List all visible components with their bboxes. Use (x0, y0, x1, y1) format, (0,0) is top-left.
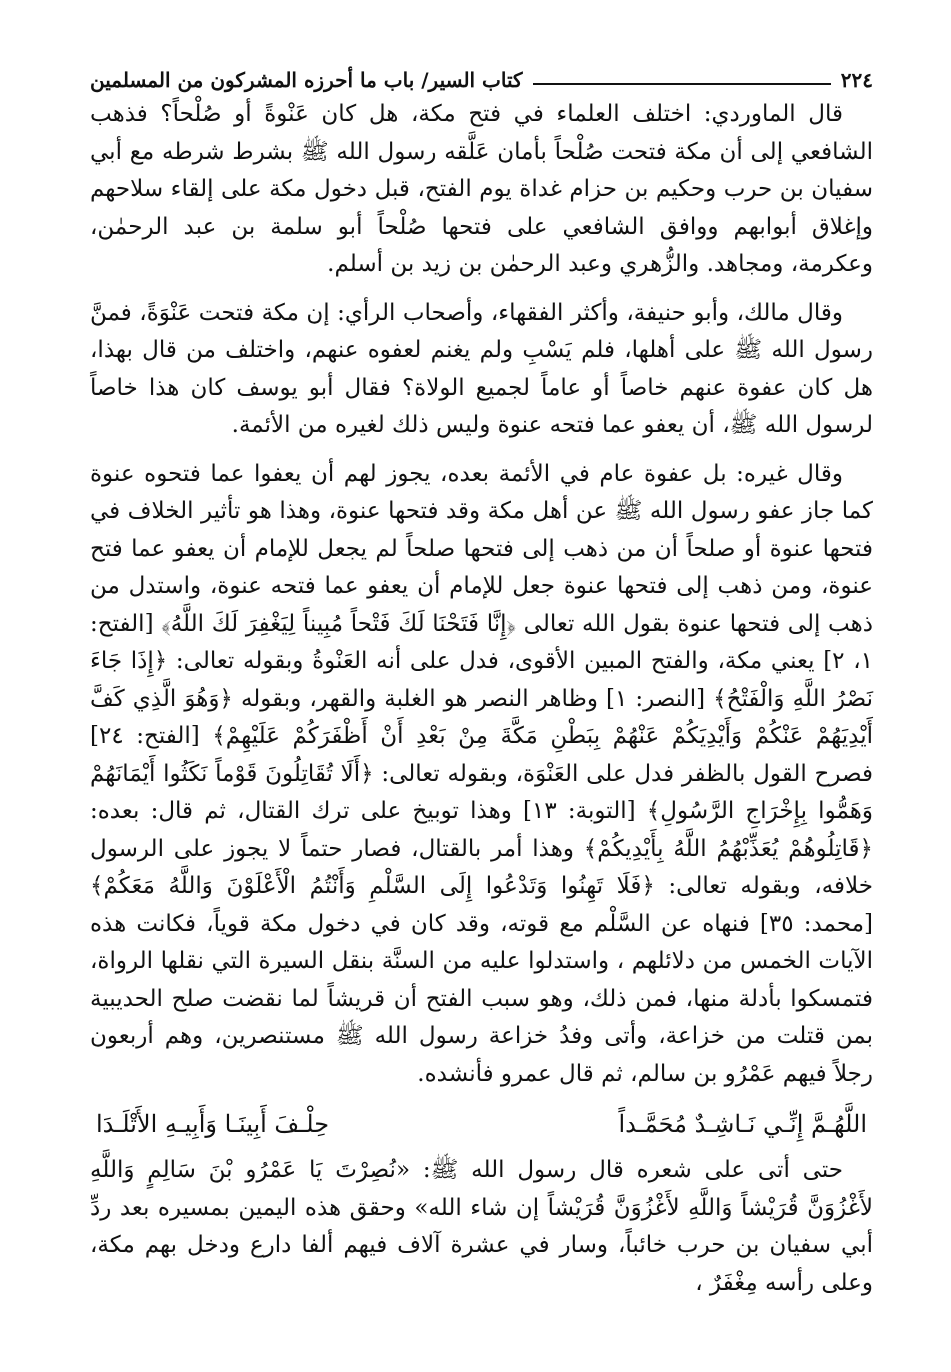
header-rule (533, 83, 831, 85)
page-header (90, 58, 873, 92)
verse-first-hemistich: اللَّهُـمَّ إِنِّـي نَـاشِـدٌ مُحَمَّـداً (618, 1110, 867, 1138)
page-number: ٢٢٤ (840, 68, 873, 92)
verse-second-hemistich: حِلْـفَ أَبِينَـا وَأَبِيـهِ الأَتْلَـدَا (96, 1110, 330, 1138)
page-body (90, 96, 873, 1302)
poem-verse (96, 1104, 867, 1144)
paragraph-mawardi: قال الماوردي: اختلف العلماء في فتح مكة، هل كان عَنْوةً أو صُلْحاً؟ فذهب الشافعي إلى أن مكة فتحت صُلْحاً بأمان عَلَّقه رسول الله ﷺ بشرط شرطه مع أبي سفيان بن حرب وحكيم بن حزام غداة يوم الفتح، قبل دخول مكة على إلقاء سلاحهم وإغلاق أبوابهم ووافق الشافعي على فتحها صُلْحاً أبو سلمة بن عبد الرحمٰن، وعكرمة، ومجاهد. والزُّهري وعبد الرحمٰن بن زيد بن أسلم. (90, 101, 874, 277)
paragraph-malik: وقال مالك، وأبو حنيفة، وأكثر الفقهاء، وأصحاب الرأي: إن مكة فتحت عَنْوَةً، فمنَّ رسول الله ﷺ على أهلها، فلم يَسْبِ ولم يغنم لعفوه عنهم، واختلف من قال بهذا، هل كان عفوة عنهم خاصاً أو عاماً لجميع الولاة؟ فقال أبو يوسف كان هذا خاصاً لرسول الله ﷺ، أن يعفو عما فتحه عنوة وليس ذلك لغيره من الأئمة. (90, 299, 873, 438)
running-title: كتاب السير/ باب ما أحرزه المشركون من المسلمين (90, 68, 523, 92)
paragraph-closing: حتى أتى على شعره قال رسول الله ﷺ: «نُصِرْتَ يَا عَمْرُو بْنَ سَالِمٍ وَاللَّهِ لأَغْزُوَنَّ قُرَيْشاً وَاللَّهِ لأَغْزُوَنَّ قُرَيْشاً إن شاء الله» وحقق هذه اليمين بمسيره بعد ردِّ أبي سفيان بن حرب خائباً، وسار في عشرة آلاف فيهم ألفا دارع ودخل بهم مكة، وعلى رأسه مِغْفَرٌ ، (90, 1157, 873, 1296)
paragraph-others: وقال غيره: بل عفوة عام في الأئمة بعده، يجوز لهم أن يعفوا عما فتحوه عنوة كما جاز عفو رسول الله ﷺ عن أهل مكة وقد فتحها عنوة، وهذا هو تأثير الخلاف في فتحها عنوة أو صلحاً أن من ذهب إلى فتحها صلحاً لم يجعل للإمام أن يعفو عما فتح عنوة، ومن ذهب إلى فتحها عنوة جعل للإمام أن يعفو عما فتحه عنوة، واستدل من ذهب إلى فتحها عنوة بقول الله تعالى ﴿إِنَّا فَتَحْنَا لَكَ فَتْحاً مُبِيناً لِيَغْفِرَ لَكَ اللَّهُ﴾ [الفتح: ١، ٢] يعني مكة، والفتح المبين الأقوى، فدل على أنه العَنْوةُ وبقوله تعالى: ﴿إِذَا جَاءَ نَصْرُ اللَّهِ وَالْفَتْحُ﴾ [النصر: ١] وظاهر النصر هو الغلبة والقهر، وبقوله ﴿وَهُوَ الَّذِي كَفَّ أَيْدِيَهُمْ عَنْكُمْ وَأَيْدِيَكُمْ عَنْهُمْ بِبَطْنِ مَكَّةَ مِنْ بَعْدِ أَنْ أَظْفَرَكُمْ عَلَيْهِمْ﴾ [الفتح: ٢٤] فصرح القول بالظفر فدل على العَنْوَة، وبقوله تعالى: ﴿أَلَا تُقَاتِلُونَ قَوْماً نَكَثُوا أَيْمَانَهُمْ وَهَمُّوا بِإِخْرَاجِ الرَّسُولِ﴾ [التوبة: ١٣] وهذا توبيخ على ترك القتال، ثم قال: بعده: ﴿قَاتِلُوهُمْ يُعَذِّبْهُمُ اللَّهُ بِأَيْدِيكُمْ﴾ وهذا أمر بالقتال، فصار حتماً لا يجوز على الرسول خلافه، وبقوله تعالى: ﴿فَلَا تَهِنُوا وَتَدْعُوا إِلَى السَّلْمِ وَأَنْتُمُ الْأَعْلَوْنَ وَاللَّهُ مَعَكُمْ﴾ [محمد: ٣٥] فنهاه عن السَّلْم مع قوته، وقد كان في دخول مكة قوياً، فكانت هذه الآيات الخمس من دلائلهم ، واستدلوا عليه من السنَّة بنقل السيرة التي نقلها الرواة، فتمسكوا بأدلة منها، فمن ذلك، وهو سبب الفتح أن قريشاً لما نقضت صلح الحديبية بمن قتلت من خزاعة، وأتى وفدُ خزاعة رسول الله ﷺ مستنصرين، وهم أربعون رجلاً فيهم عَمْرُو بن سالم، ثم قال عمرو فأنشده. (90, 460, 874, 1087)
